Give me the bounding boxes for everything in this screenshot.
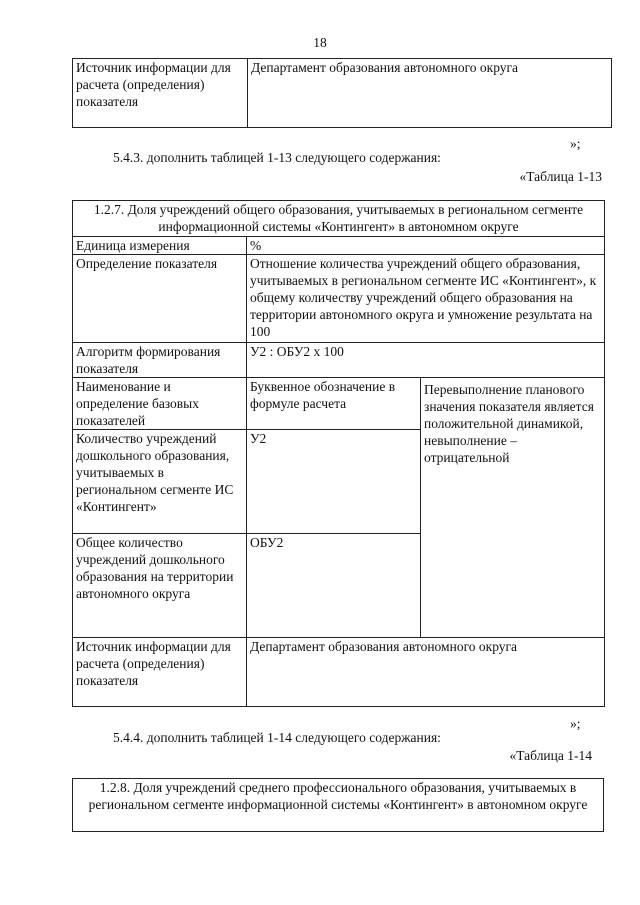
algorithm-label: Алгоритм формирования показателя — [73, 343, 247, 378]
base-indicators-label: Наименование и определение базовых показателей — [73, 378, 247, 430]
paragraph-5-4-4: 5.4.4. дополнить таблицей 1-14 следующего содержания: — [113, 730, 441, 745]
evaluation-note: Перевыполнение планового значения показателя является положительной динамикой, невыполнение – отрицательной — [421, 378, 605, 638]
paragraph-5-4-3: 5.4.3. дополнить таблицей 1-13 следующего содержания: — [113, 150, 441, 165]
table-caption-1-14: «Таблица 1-14 — [509, 748, 592, 763]
unit-value: % — [247, 237, 605, 255]
symbol-header: Буквенное обозначение в формуле расчета — [247, 378, 421, 430]
indicator-row-2-label: Общее количество учреждений дошкольного образования на территории автономного округа — [73, 534, 247, 638]
page-number: 18 — [313, 35, 327, 50]
table-1-14 — [72, 778, 604, 832]
top-table — [72, 58, 612, 128]
indicator-row-2-symbol: ОБУ2 — [247, 534, 421, 638]
source-label: Источник информации для расчета (определения) показателя — [73, 638, 247, 707]
algorithm-value: У2 : ОБУ2 х 100 — [247, 343, 605, 378]
indicator-row-1-symbol: У2 — [247, 430, 421, 534]
table-1-14-header: 1.2.8. Доля учреждений среднего профессионального образования, учитываемых в региональном сегменте информационной системы «Контингент» в автономном округе — [73, 779, 604, 832]
table-caption-1-13: «Таблица 1-13 — [519, 169, 602, 184]
quote-close: »; — [570, 716, 581, 731]
source-value: Департамент образования автономного округа — [248, 59, 612, 128]
definition-label: Определение показателя — [73, 255, 247, 343]
source-label: Источник информации для расчета (определения) показателя — [73, 59, 248, 128]
definition-value: Отношение количества учреждений общего образования, учитываемых в региональном сегменте ИС «Контингент», к общему количеству учреждений общего образования на территории автономного округа и умножение результата на 100 — [247, 255, 605, 343]
indicator-row-1-label: Количество учреждений дошкольного образования, учитываемых в региональном сегменте ИС «Контингент» — [73, 430, 247, 534]
source-value: Департамент образования автономного округа — [247, 638, 605, 707]
table-1-13-header: 1.2.7. Доля учреждений общего образования, учитываемых в региональном сегменте информационной системы «Контингент» в автономном округе — [73, 201, 605, 237]
quote-close: »; — [570, 136, 581, 151]
unit-label: Единица измерения — [73, 237, 247, 255]
table-1-13 — [72, 200, 605, 707]
